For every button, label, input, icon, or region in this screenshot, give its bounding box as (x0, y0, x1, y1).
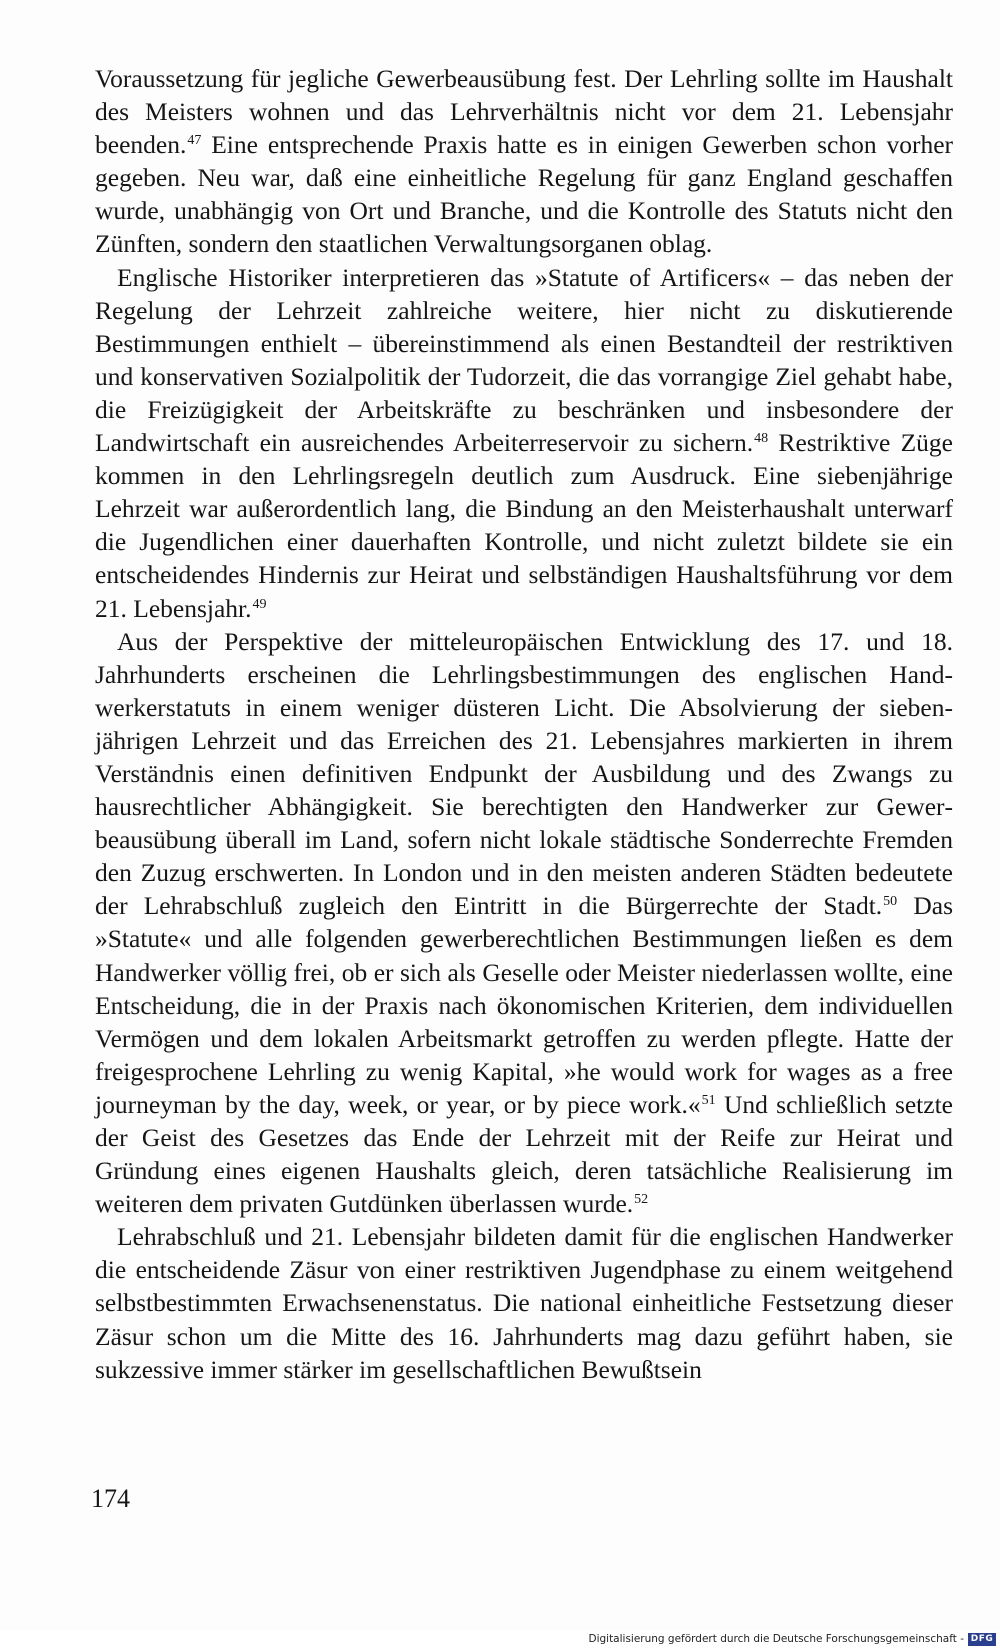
footnote-reference: 52 (634, 1192, 649, 1208)
body-text (95, 62, 953, 1386)
digitization-credit: Digitalisierung gefördert durch die Deutsche Forschungsgemeinschaft - (588, 1633, 964, 1645)
paragraph-text: Restriktive Züge kommen in den Lehrlingsregeln deutlich zum Ausdruck. Eine siebenjährige Lehrzeit war außerordentlich lang, die Bindung an den Meisterhaushalt unterwarf die Jugendlichen einer dauerhaften Kontrolle, und nicht zuletzt bildete sie ein entscheidendes Hindernis zur Heirat und selbständigen Haushaltsführung vor dem 21. Lebensjahr. (95, 428, 953, 623)
paragraph-text: Eine entsprechende Praxis hatte es in einigen Gewerben schon vorher gegeben. Neu war, daß eine einheitliche Regelung für ganz England geschaffen wurde, unabhängig von Ort und Branche, und die Kontrolle des Statuts nicht den Zünften, sondern den staatlichen Verwaltungsorganen oblag. (95, 130, 953, 259)
dfg-logo: DFG (968, 1633, 996, 1646)
paragraph (95, 625, 953, 1221)
paragraph (95, 261, 953, 625)
footnote-reference: 49 (252, 596, 267, 612)
footnote-reference: 51 (701, 1092, 716, 1108)
footnote-reference: 50 (883, 894, 898, 910)
paragraph-text: Lehrabschluß und 21. Lebensjahr bildeten damit für die englischen Handwerker die entscheidende Zäsur von einer restriktiven Jugendphase zu einem weitgehend selbstbestimmten Erwachsenenstatus. Die national einheitliche Festsetzung dieser Zäsur schon um die Mitte des 16. Jahrhunderts mag dazu geführt haben, sie sukzessive immer stärker im gesellschaftlichen Bewußtsein (95, 1222, 953, 1384)
paragraph-text: Das »Statute« und alle folgenden gewerberechtlichen Bestimmungen ließen es dem Handwerker völlig frei, ob er sich als Geselle oder Meister niederlassen wollte, eine Entscheidung, die in der Praxis nach ökonomischen Kriterien, dem individuellen Vermögen und dem lokalen Arbeitsmarkt getroffen zu werden pflegte. Hatte der freigesprochene Lehrling zu wenig Kapital, »he would work for wages as a free journeyman by the day, week, or year, or by piece work.« (95, 891, 953, 1119)
paragraph-text: Voraussetzung für jegliche Gewerbeausübung fest. Der Lehrling sollte im Haushalt des Meisters wohnen und das Lehrverhältnis nicht vor dem 21. Lebensjahr beenden. (95, 64, 953, 160)
page-number: 174 (91, 1484, 130, 1513)
paragraph (95, 1220, 953, 1385)
footnote-reference: 48 (754, 431, 769, 447)
paragraph-text: Und schließlich setzte der Geist des Gesetzes das Ende der Lehrzeit mit der Reife zur Heirat und Gründung eines eigenen Haushalts gleich, deren tatsächliche Realisierung im weiteren dem privaten Gutdünken überlassen wurde. (95, 1089, 953, 1219)
footnote-reference: 47 (187, 133, 202, 149)
paragraph-text: Aus der Perspektive der mitteleuropäischen Entwicklung des 17. und 18. Jahrhunderts erscheinen die Lehrlingsbestimmungen des englischen Handwerkerstatuts in einem weniger düsteren Licht. Die Absolvierung der siebenjährigen Lehrzeit und das Erreichen des 21. Lebensjahres markierten in ihrem Verständnis einen definitiven Endpunkt der Ausbildung und des Zwangs zu hausrechtlicher Abhängigkeit. Sie berechtigten den Handwerker zur Gewerbeausübung überall im Land, sofern nicht lokale städtische Sonderrechte Fremden den Zuzug erschwerten. In London und in den meisten anderen Städten bedeutete der Lehrabschluß zugleich den Eintritt in die Bürgerrechte der Stadt. (95, 626, 953, 921)
paragraph (95, 62, 953, 261)
paragraph-text: Englische Historiker interpretieren das »Statute of Artificers« – das neben der Regelung der Lehrzeit zahlreiche weitere, hier nicht zu diskutierende Bestimmungen enthielt – übereinstimmend als einen Bestandteil der restriktiven und konservativen Sozialpolitik der Tudorzeit, die das vorrangige Ziel gehabt habe, die Freizügigkeit der Arbeitskräfte zu beschränken und insbesondere der Landwirtschaft ein ausreichendes Arbeiterreservoir zu sichern. (95, 262, 953, 458)
